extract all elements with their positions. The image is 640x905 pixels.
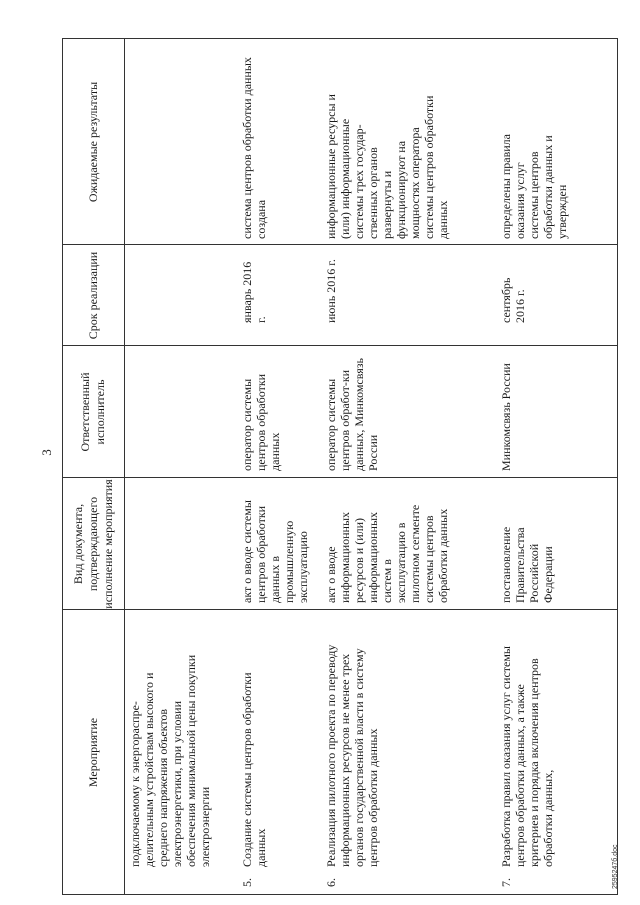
column-divider xyxy=(62,244,618,245)
row-number: 6. xyxy=(324,878,338,887)
header-document: Вид документа, подтверждающего исполнение мероприятия xyxy=(70,479,115,609)
header-responsible: Ответственный исполнитель xyxy=(78,372,107,452)
row-document: акт о вводе системы центров обработки данных в промышленную эксплуатацию xyxy=(240,500,310,603)
column-divider xyxy=(62,345,618,346)
column-divider xyxy=(62,609,618,610)
row-number: 5. xyxy=(240,878,254,887)
row-deadline: июнь 2016 г. xyxy=(324,259,338,323)
table-left-border xyxy=(62,894,618,895)
row-responsible: Минкомсвязь России xyxy=(499,363,513,471)
row-results: информационные ресурсы и (или) информационные системы трех государ-ственных органов развернуты и функционируют на мощностях оператора системы центров обработки данных xyxy=(324,94,450,239)
row-results: система центров обработки данных создана xyxy=(240,57,268,239)
events-table xyxy=(62,38,618,895)
continuation-event: подключаемому к энергораспре-делительным устройствам высокого и среднего напряжения объектов электроэнергетики, при условии обеспечения минимальной цены покупки электроэнергии xyxy=(128,654,212,867)
row-document: акт о вводе информационных ресурсов и (или) информационных систем в эксплуатацию в пилотном сегменте системы центров обработки данных xyxy=(324,504,450,603)
row-responsible: оператор системы центров обработки данных xyxy=(240,373,282,471)
column-divider xyxy=(62,477,618,478)
document-id: 2595247б.doc xyxy=(612,844,619,889)
row-deadline: январь 2016 г. xyxy=(240,261,268,323)
row-document: постановление Правительства Российской Федерации xyxy=(499,526,555,603)
row-event: Разработка правил оказания услуг системы центров обработки данных, а также критериев и порядка включения центров обработки данных, xyxy=(499,646,555,867)
row-results: определены правила оказания услуг системы центров обработки данных и утвержден xyxy=(499,134,569,239)
header-deadline: Срок реализации xyxy=(85,251,100,340)
row-responsible: оператор системы центров обработ-ки данных, Минкомсвязь России xyxy=(324,357,380,471)
header-results: Ожидаемые результаты xyxy=(85,81,100,203)
table-right-border xyxy=(62,38,618,39)
row-deadline: сентябрь 2016 г. xyxy=(499,277,527,323)
header-bottom-border xyxy=(124,38,125,895)
table-bottom-border xyxy=(617,38,618,895)
row-number: 7. xyxy=(499,878,513,887)
header-event: Мероприятие xyxy=(85,717,100,788)
row-event: Создание системы центров обработки данных xyxy=(240,672,268,867)
page-number: 3 xyxy=(39,449,54,456)
row-event: Реализация пилотного проекта по переводу информационных ресурсов не менее трех органов государственной власти в систему центров обработки данных xyxy=(324,644,380,867)
